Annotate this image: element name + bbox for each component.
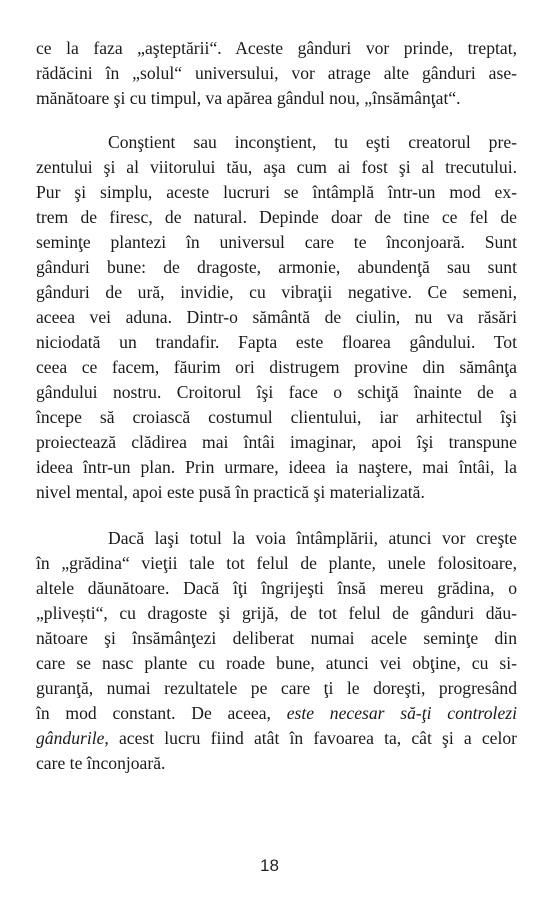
text-line [36, 726, 517, 750]
text-line [36, 430, 517, 454]
text-run: care te înconjoară. [36, 753, 166, 773]
text-line [36, 355, 517, 379]
text-run: Conştient sau inconştient, tu eşti creatorul pre- [108, 132, 517, 152]
text-run: zentului şi al viitorului tău, aşa cum ai fost şi al trecutului. [36, 157, 517, 177]
italic-text-run: este necesar să-ţi controlezi [286, 703, 517, 723]
text-run: Pur şi simplu, aceste lucruri se întâmplă într-un mod ex- [36, 182, 517, 202]
text-line [108, 130, 517, 154]
text-run: nivel mental, apoi este pusă în practică şi materializată. [36, 482, 425, 502]
text-run: Dacă laşi totul la voia întâmplării, atunci vor creşte [108, 528, 517, 548]
text-run: gândului nostru. Croitorul îşi face o schiţă înainte de a [36, 382, 517, 402]
text-line [36, 230, 517, 254]
text-line [36, 455, 517, 479]
text-run: mănătoare şi cu timpul, va apărea gândul nou, „însămânţat“. [36, 88, 461, 108]
text-line [36, 676, 517, 700]
text-line [36, 405, 517, 429]
text-run: ideea într-un plan. Prin urmare, ideea ia naştere, mai întâi, la [36, 457, 517, 477]
text-line [36, 280, 517, 304]
text-line [36, 86, 517, 110]
text-run: ce la faza „aşteptării“. Aceste gânduri vor prinde, treptat, [36, 38, 517, 58]
text-line [36, 305, 517, 329]
text-run: acest lucru fiind atât în favoarea ta, cât şi a celor [108, 728, 517, 748]
text-line [36, 651, 517, 675]
text-line [36, 180, 517, 204]
text-run: trem de firesc, de natural. Depinde doar de tine ce fel de [36, 207, 517, 227]
text-line [36, 155, 517, 179]
text-line [36, 601, 517, 625]
text-line [36, 205, 517, 229]
text-run: seminţe plantezi în universul care te înconjoară. Sunt [36, 232, 517, 252]
text-line [36, 576, 517, 600]
text-run: proiectează clădirea mai întâi imaginar, apoi îşi transpune [36, 432, 517, 452]
text-run: rădăcini în „solul“ universului, vor atrage alte gânduri ase- [36, 63, 517, 83]
text-line [36, 701, 517, 725]
italic-text-run: gândurile, [36, 728, 109, 748]
text-line [36, 480, 517, 504]
text-run: ceea ce facem, făurim ori distrugem provine din sămânţa [36, 357, 517, 377]
text-run: în „grădina“ vieţii tale tot felul de plante, unele folositoare, [36, 553, 517, 573]
text-run: nătoare şi însămânţezi deliberat numai acele seminţe din [36, 628, 517, 648]
text-line [36, 626, 517, 650]
text-line [36, 61, 517, 85]
text-run: în mod constant. De aceea, [36, 703, 287, 723]
text-run: care se nasc plante cu roade bune, atunci vei obţine, cu si- [36, 653, 517, 673]
text-run: guranţă, numai rezultatele pe care ţi le doreşti, progresând [36, 678, 517, 698]
text-run: gânduri bune: de dragoste, armonie, abundenţă sau sunt [36, 257, 517, 277]
text-line [36, 380, 517, 404]
text-line [36, 255, 517, 279]
text-line [108, 526, 517, 550]
text-run: niciodată un trandafir. Fapta este floarea gândului. Tot [36, 332, 517, 352]
text-line [36, 36, 517, 60]
text-run: gânduri de ură, invidie, cu vibraţii negative. Ce semeni, [36, 282, 517, 302]
text-run: altele dăunătoare. Dacă îţi îngrijeşti însă mereu grădina, o [36, 578, 517, 598]
text-run: „plivești“, cu dragoste şi grijă, de tot felul de gânduri dău- [36, 603, 517, 623]
text-run: aceea vei aduna. Dintr-o sământă de ciulin, nu va răsări [36, 307, 517, 327]
text-line [36, 330, 517, 354]
text-run: începe să croiască costumul clientului, iar arhitectul îşi [36, 407, 517, 427]
text-line [36, 551, 517, 575]
page-number: 18 [260, 856, 279, 875]
text-line [36, 751, 517, 775]
